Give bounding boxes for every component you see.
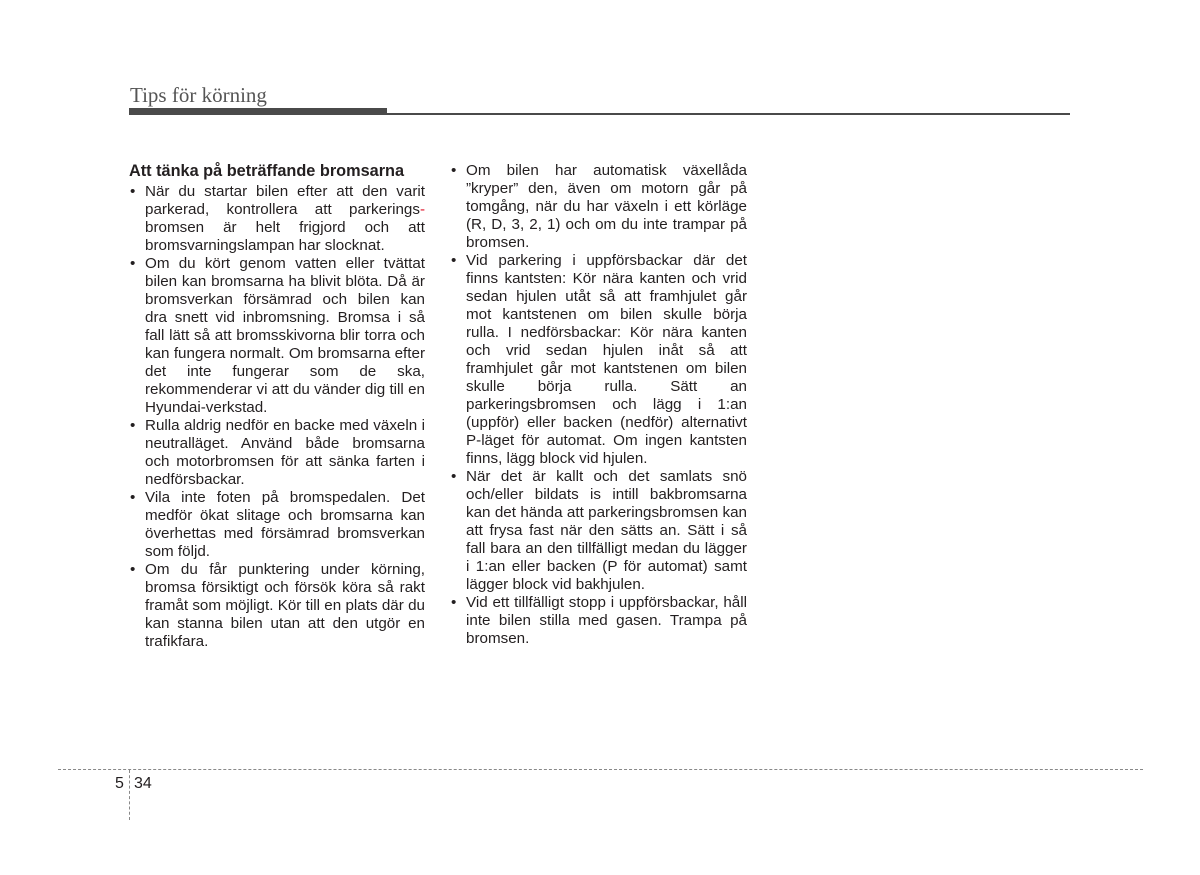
footer-divider xyxy=(58,769,1143,770)
header-rule-thin xyxy=(387,113,1070,115)
hyphen-mark: - xyxy=(419,201,425,218)
list-item: • Vid ett tillfälligt stopp i uppförsbackar, håll inte bilen stilla med gasen. Trampa på bromsen. xyxy=(450,594,747,648)
list-item: • När det är kallt och det samlats snö och/eller bildats is intill bakbromsarna kan det hända att parkeringsbromsen kan att frysa fast när den sätts an. Sätt i så fall bara an den tillfälligt medan du lägger i 1:an eller backen (P för automat) samt lägger block vid bakhjulen. xyxy=(450,468,747,594)
section-heading: Att tänka på beträffande bromsarna xyxy=(129,162,405,180)
list-item: • Vid parkering i uppförsbackar där det finns kantsten: Kör nära kanten och vrid sedan hjulen utåt så att framhjulet går mot kantstenen om bilen skulle börja rulla. I nedförsbackar: Kör nära kanten och vrid sedan hjulen inåt så att framhjulet går mot kantstenen om bilen skulle börja rulla. Sätt an parkeringsbromsen och lägg i 1:an (uppför) eller backen (nedför) alternativt P-läget för automat. Om ingen kantsten finns, lägg block vid hjulen. xyxy=(450,252,747,468)
footer-vertical-divider xyxy=(129,770,130,820)
header-rule-thick xyxy=(129,108,387,115)
list-item: • Om bilen har automatisk växellåda ”kryper” den, även om motorn går på tomgång, när du har växeln i ett körläge (R, D, 3, 2, 1) och om du inte trampar på bromsen. xyxy=(450,162,747,252)
list-item-text: När du startar bilen efter att den varit parkerad, kontrollera att parkerings xyxy=(145,183,425,218)
list-item: • Vila inte foten på bromspedalen. Det medför ökat slitage och bromsarna kan överhettas med försämrad bromsverkan som följd. xyxy=(129,489,425,561)
page-number: 34 xyxy=(134,775,152,792)
right-column xyxy=(450,162,747,648)
chapter-number: 5 xyxy=(115,775,124,792)
bullet-list-left xyxy=(129,183,425,651)
list-item: • Om du kört genom vatten eller tvättat bilen kan bromsarna ha blivit blöta. Då är bromsverkan försämrad och bilen kan dra snett vid inbromsning. Bromsa i så fall lätt så att bromsskivorna blir torra och kan fungera normalt. Om bromsarna efter det inte fungerar som de ska, rekommenderar vi att du vänder dig till en Hyundai-verkstad. xyxy=(129,255,425,417)
left-column xyxy=(129,162,425,651)
list-item-text: bromsen är helt frigjord och att bromsvarningslampan har slocknat. xyxy=(145,219,425,254)
list-item: • Om du får punktering under körning, bromsa försiktigt och försök köra så rakt framåt som möjligt. Kör till en plats där du kan stanna bilen utan att den utgör en trafikfara. xyxy=(129,561,425,651)
section-title: Tips för körning xyxy=(130,83,267,107)
list-item: • Rulla aldrig nedför en backe med växeln i neutralläget. Använd både bromsarna och motorbromsen för att sänka farten i nedförsbackar. xyxy=(129,417,425,489)
bullet-list-right xyxy=(450,162,747,648)
list-item xyxy=(129,183,425,255)
